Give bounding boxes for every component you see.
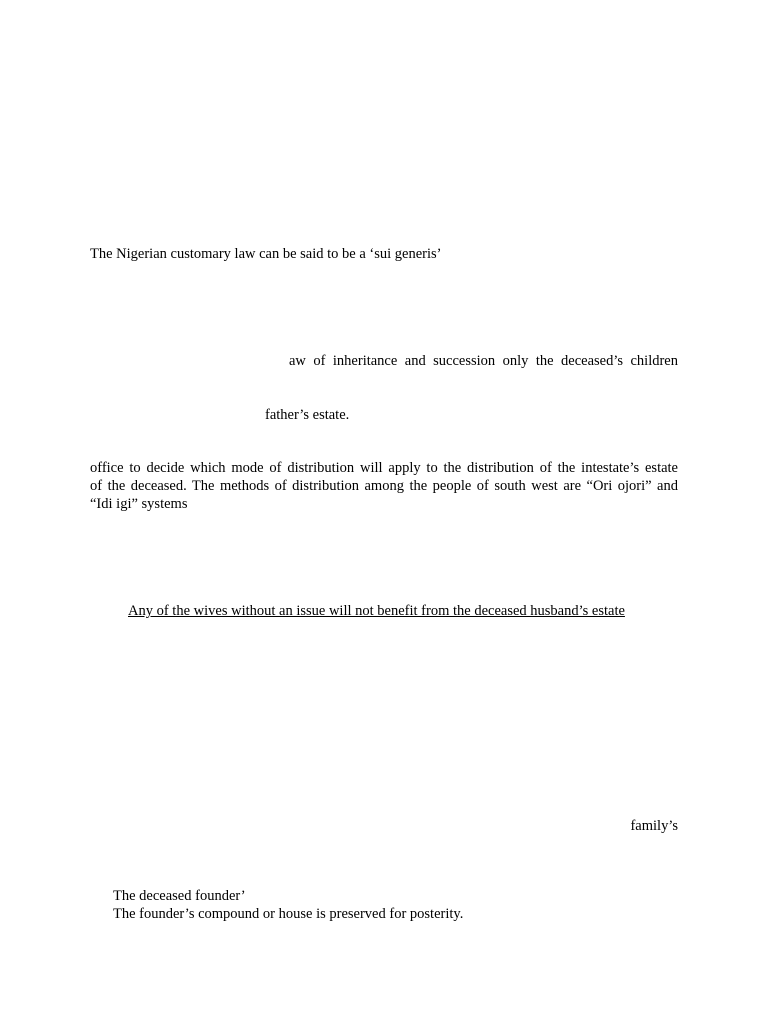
text-line-inheritance: aw of inheritance and succession only the deceased’s children <box>289 353 678 369</box>
underlined-statement: Any of the wives without an issue will not benefit from the deceased husband’s estate <box>128 603 625 619</box>
text-line-fathers-estate: father’s estate. <box>265 407 350 423</box>
paragraph-line: “Idi igi” systems <box>90 496 188 512</box>
paragraph-line: of the deceased. The methods of distribution among the people of south west are “Ori ojori” and <box>90 478 678 494</box>
text-line-customary-law: The Nigerian customary law can be said to be a ‘sui generis’ <box>90 246 442 262</box>
paragraph-distribution <box>90 459 678 513</box>
text-fragment-family: family’s <box>630 818 678 834</box>
text-line-founder-compound: The founder’s compound or house is preserved for posterity. <box>113 906 464 922</box>
text-line-deceased-founder: The deceased founder’ <box>113 888 246 904</box>
paragraph-line: office to decide which mode of distribution will apply to the distribution of the intestate’s estate <box>90 460 678 476</box>
